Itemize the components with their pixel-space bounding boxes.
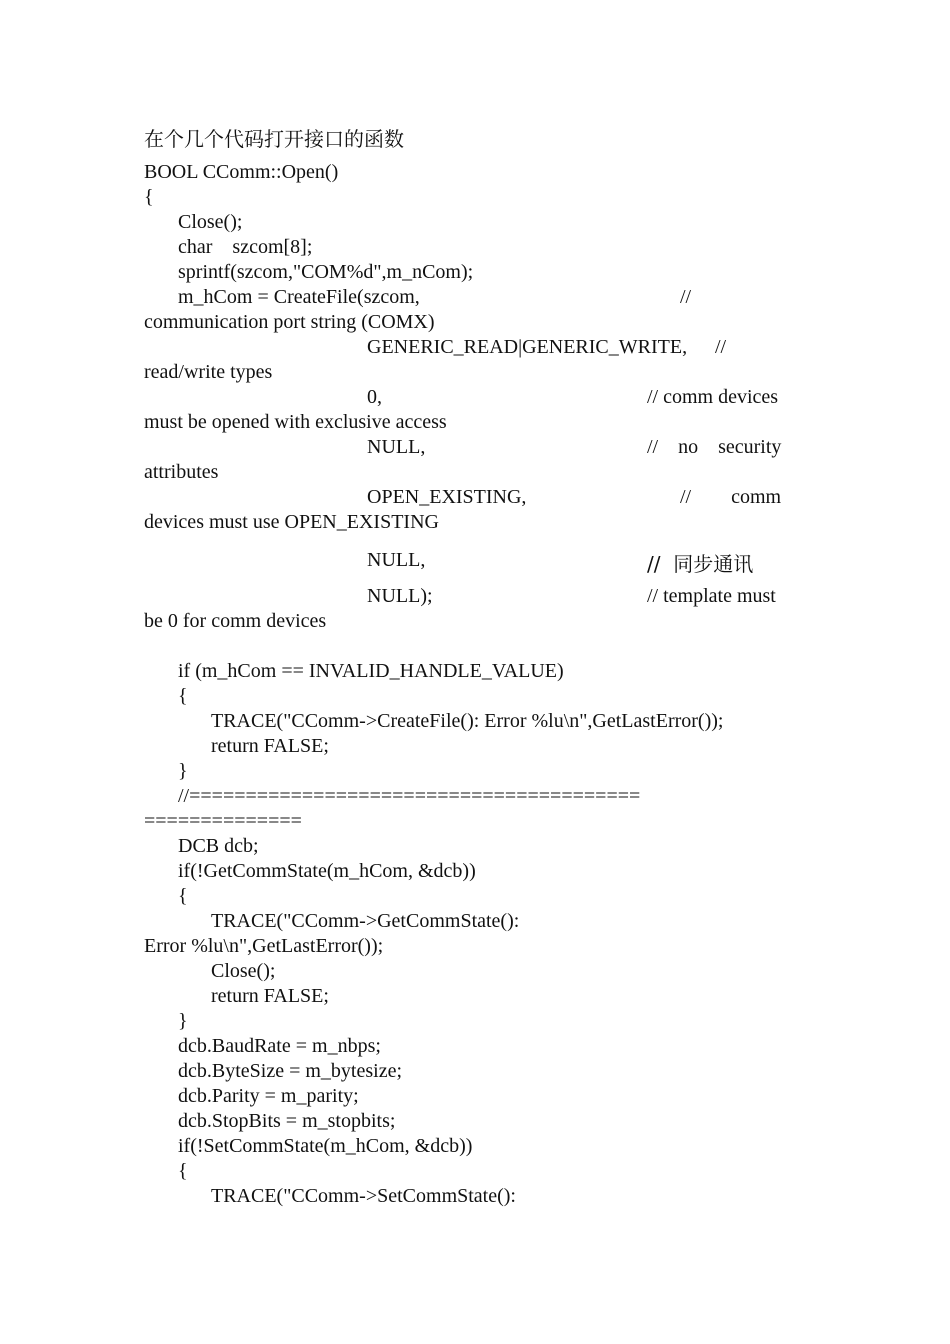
code-line: { xyxy=(178,685,188,707)
code-line: read/write types xyxy=(144,361,273,383)
code-line: } xyxy=(178,1010,188,1032)
code-line: BOOL CComm::Open() xyxy=(144,161,339,183)
code-comment: // 同步通讯 xyxy=(647,552,754,576)
code-line: NULL, xyxy=(367,549,426,571)
code-line: dcb.StopBits = m_stopbits; xyxy=(178,1110,396,1132)
code-line: communication port string (COMX) xyxy=(144,311,435,333)
code-line: OPEN_EXISTING, xyxy=(367,486,527,508)
code-line: TRACE("CComm->CreateFile(): Error %lu\n",GetLastError()); xyxy=(211,710,724,732)
code-line: { xyxy=(144,186,154,208)
code-line: dcb.Parity = m_parity; xyxy=(178,1085,359,1107)
code-comment: // no security xyxy=(647,436,782,458)
code-line: dcb.ByteSize = m_bytesize; xyxy=(178,1060,403,1082)
code-line: Close(); xyxy=(178,211,243,233)
code-line: Error %lu\n",GetLastError()); xyxy=(144,935,384,957)
code-line: sprintf(szcom,"COM%d",m_nCom); xyxy=(178,261,474,283)
code-line: char szcom[8]; xyxy=(178,236,313,258)
code-line: { xyxy=(178,885,188,907)
code-line: NULL); xyxy=(367,585,433,607)
code-line: devices must use OPEN_EXISTING xyxy=(144,511,439,533)
code-line: m_hCom = CreateFile(szcom, xyxy=(178,286,420,308)
code-line: be 0 for comm devices xyxy=(144,610,327,632)
code-line: attributes xyxy=(144,461,219,483)
code-line: 0, xyxy=(367,386,382,408)
code-comment: // comm devices xyxy=(647,386,779,408)
code-line: must be opened with exclusive access xyxy=(144,411,447,433)
code-line: return FALSE; xyxy=(211,735,329,757)
code-line: TRACE("CComm->SetCommState(): xyxy=(211,1185,516,1207)
code-line: ============== xyxy=(144,810,302,832)
code-line: NULL, xyxy=(367,436,426,458)
code-line: dcb.BaudRate = m_nbps; xyxy=(178,1035,381,1057)
code-comment: // xyxy=(680,286,692,308)
code-line: if(!GetCommState(m_hCom, &dcb)) xyxy=(178,860,476,882)
page-heading: 在个几个代码打开接口的函数 xyxy=(144,127,404,151)
code-line: DCB dcb; xyxy=(178,835,259,857)
code-line: } xyxy=(178,760,188,782)
code-comment: // template must xyxy=(647,585,776,607)
code-line: if(!SetCommState(m_hCom, &dcb)) xyxy=(178,1135,473,1157)
code-comment: // comm xyxy=(680,486,782,508)
code-comment: // xyxy=(715,336,727,358)
code-line: return FALSE; xyxy=(211,985,329,1007)
code-line: if (m_hCom == INVALID_HANDLE_VALUE) xyxy=(178,660,564,682)
code-line: TRACE("CComm->GetCommState(): xyxy=(211,910,520,932)
code-line: { xyxy=(178,1160,188,1182)
code-line: GENERIC_READ|GENERIC_WRITE, xyxy=(367,336,688,358)
code-line: //======================================== xyxy=(178,785,641,807)
code-line: Close(); xyxy=(211,960,276,982)
